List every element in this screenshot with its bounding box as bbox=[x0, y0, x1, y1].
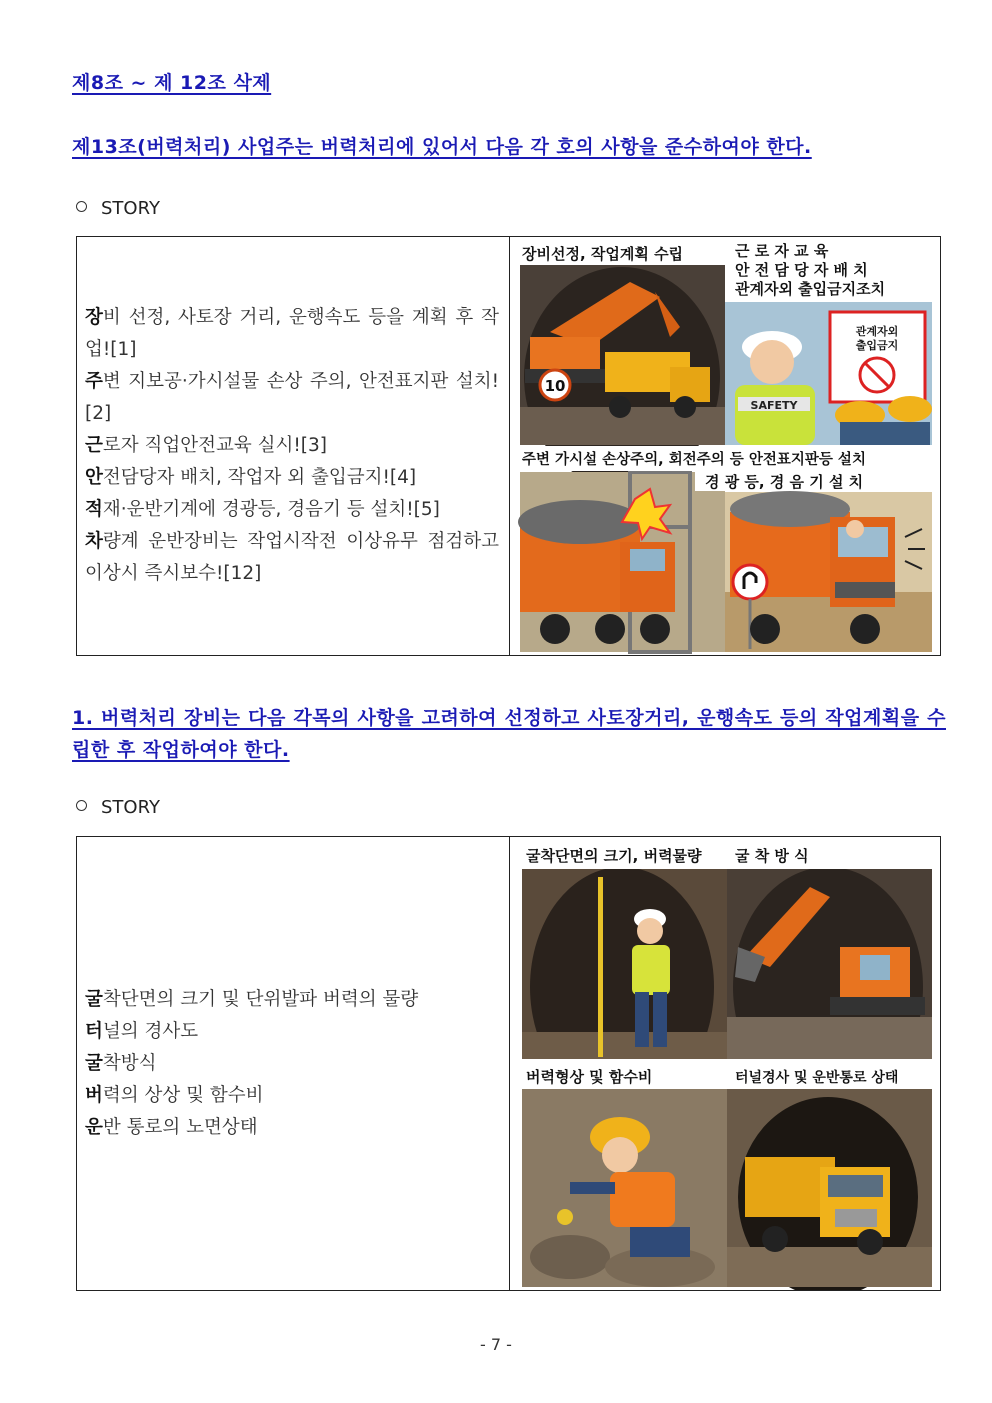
caption-beacon-horn: 경 광 등, 경 음 기 설 치 bbox=[705, 473, 864, 491]
story-item-initial: 적 bbox=[85, 499, 103, 520]
panel-tunnel-slope bbox=[727, 1089, 932, 1290]
caption-safety-officer: 안 전 담 당 자 배 치 bbox=[735, 261, 868, 279]
no-entry-sign-line2: 출입금지 bbox=[855, 339, 899, 352]
story-item-initial: 굴 bbox=[85, 1052, 103, 1074]
story-label bbox=[76, 198, 160, 219]
story-item bbox=[85, 526, 499, 590]
heading-deleted-articles: 제8조 ~ 제 12조 삭제 bbox=[72, 72, 272, 94]
story-item-initial: 운 bbox=[85, 1116, 103, 1138]
story-item-text: 력의 상상 및 함수비 bbox=[102, 1084, 264, 1106]
story-item bbox=[85, 984, 418, 1016]
panel-worker-education bbox=[725, 302, 932, 445]
caption-safety-signs: 주변 가시설 손상주의, 회전주의 등 안전표지판등 설치 bbox=[522, 452, 866, 468]
story-illustration-cell bbox=[510, 237, 940, 655]
story-item-initial: 굴 bbox=[85, 988, 103, 1010]
story-item-text: 로자 직업안전교육 실시![3] bbox=[102, 435, 327, 456]
story-items-1 bbox=[77, 302, 509, 590]
measuring-staff-icon bbox=[598, 877, 603, 1057]
caption-no-entry: 관계자외 출입금지조치 bbox=[735, 280, 886, 298]
caption-equipment-selection: 장비선정, 작업계획 수립 bbox=[522, 245, 684, 263]
story-item-text: 전담당자 배치, 작업자 외 출입금지![4] bbox=[102, 467, 417, 488]
story-item-initial: 차 bbox=[85, 531, 103, 552]
caption-worker-education: 근 로 자 교 육 bbox=[735, 242, 829, 260]
circle-bullet-icon bbox=[76, 800, 87, 811]
story-item bbox=[85, 430, 499, 462]
story-item-initial: 버 bbox=[85, 1084, 103, 1106]
caption-section-size: 굴착단면의 크기, 버력물량 bbox=[526, 847, 702, 865]
story-item-initial: 안 bbox=[85, 467, 103, 488]
story-item bbox=[85, 1112, 418, 1144]
story-label-text: STORY bbox=[101, 198, 160, 219]
caption-tunnel-slope: 터널경사 및 운반통로 상태 bbox=[735, 1070, 899, 1086]
story-box-2 bbox=[76, 836, 941, 1291]
story-box-1 bbox=[76, 236, 941, 656]
no-entry-sign-line1: 관계자외 bbox=[855, 325, 899, 338]
story-item-initial: 장 bbox=[85, 307, 103, 328]
story-label-text: STORY bbox=[101, 797, 160, 818]
circle-bullet-icon bbox=[76, 201, 87, 212]
story-item-text: 착단면의 크기 및 단위발파 버력의 물량 bbox=[102, 988, 419, 1010]
story-items-2 bbox=[77, 984, 428, 1144]
story-item-text: 재·운반기계에 경광등, 경음기 등 설치![5] bbox=[102, 499, 440, 520]
story-text-cell bbox=[77, 237, 510, 655]
panel-muck-shape bbox=[522, 1089, 727, 1287]
story-text-cell bbox=[77, 837, 510, 1290]
panel-safety-signs bbox=[518, 472, 725, 652]
story-item-initial: 터 bbox=[85, 1020, 103, 1042]
story-illustration-2 bbox=[510, 837, 940, 1290]
story-item-text: 반 통로의 노면상태 bbox=[102, 1116, 258, 1138]
heading-article-13: 제13조(버력처리) 사업주는 버력처리에 있어서 다음 각 호의 사항을 준수하여야 한다. bbox=[72, 136, 812, 158]
story-item bbox=[85, 1080, 418, 1112]
story-item bbox=[85, 1048, 418, 1080]
caption-excavation-method: 굴 착 방 식 bbox=[735, 847, 809, 865]
story-item-text: 비 선정, 사토장 거리, 운행속도 등을 계획 후 작업![1] bbox=[85, 307, 499, 360]
story-item-text: 량계 운반장비는 작업시작전 이상유무 점검하고 이상시 즉시보수![12] bbox=[85, 531, 499, 584]
panel-beacon-horn bbox=[725, 491, 932, 652]
story-item-initial: 주 bbox=[85, 371, 103, 392]
story-item bbox=[85, 366, 499, 430]
story-item bbox=[85, 1016, 418, 1048]
story-illustration-cell bbox=[510, 837, 940, 1290]
story-item-text: 착방식 bbox=[102, 1052, 157, 1074]
speed-sign-text: 10 bbox=[544, 377, 566, 395]
story-item bbox=[85, 302, 499, 366]
story-illustration-1 bbox=[510, 237, 940, 655]
story-item bbox=[85, 462, 499, 494]
story-item-initial: 근 bbox=[85, 435, 103, 456]
story-item-text: 변 지보공·가시설물 손상 주의, 안전표지판 설치![2] bbox=[85, 371, 499, 424]
heading-item-1: 1. 버력처리 장비는 다음 각목의 사항을 고려하여 선정하고 사토장거리, 운행속도 등의 작업계획을 수립한 후 작업하여야 한다. bbox=[72, 707, 946, 761]
no-u-turn-sign-icon bbox=[733, 565, 767, 599]
story-item bbox=[85, 494, 499, 526]
story-item-text: 널의 경사도 bbox=[102, 1020, 199, 1042]
caption-muck-shape: 버력형상 및 함수비 bbox=[526, 1068, 653, 1086]
page-number: - 7 - bbox=[480, 1335, 512, 1354]
vest-text: SAFETY bbox=[750, 399, 798, 412]
story-label-2 bbox=[76, 797, 160, 818]
